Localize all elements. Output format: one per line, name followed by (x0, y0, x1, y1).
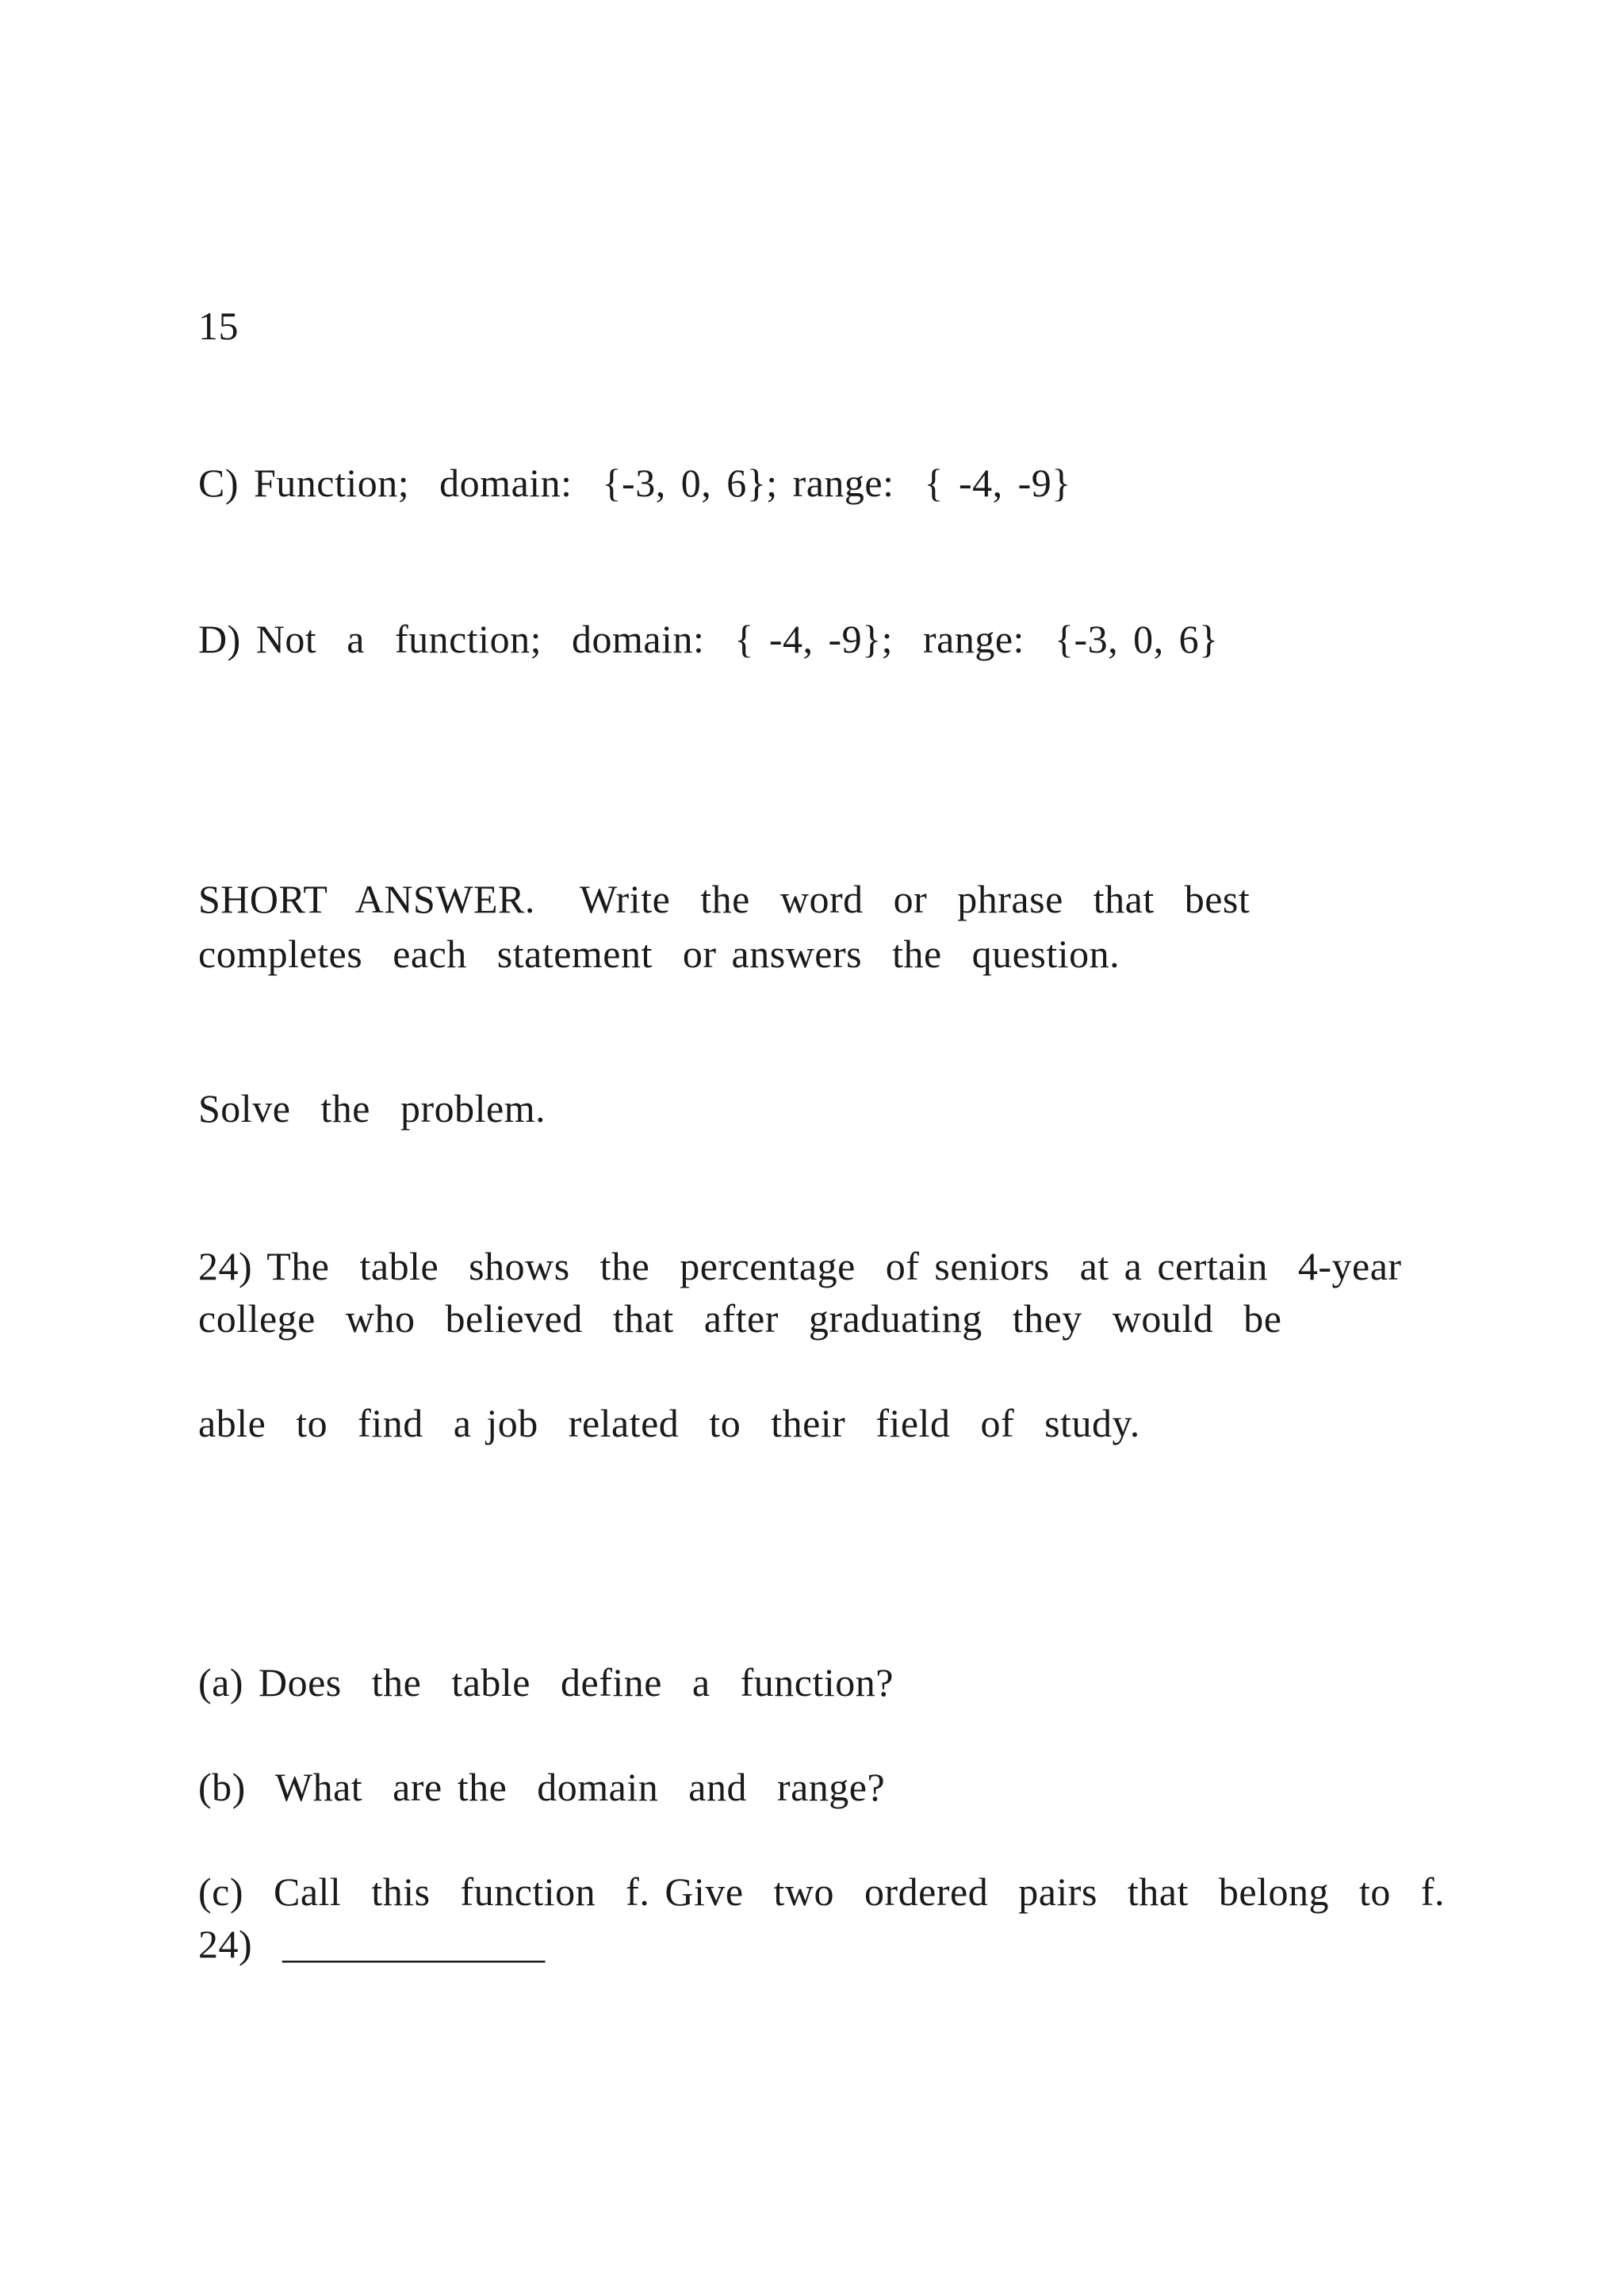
section-heading: Solve the problem. (198, 1086, 546, 1131)
question-24-text-line-2: college who believed that after graduating they would be (198, 1296, 1282, 1341)
page-number: 15 (198, 304, 239, 348)
short-answer-instruction-line-2: completes each statement or answers the question. (198, 932, 1120, 976)
question-24-text-line-1: 24) The table shows the percentage of seniors at a certain 4-year (198, 1244, 1402, 1288)
question-24-part-a: (a) Does the table define a function? (198, 1660, 894, 1705)
question-24-part-c: (c) Call this function f. Give two ordered pairs that belong to f. (198, 1869, 1446, 1914)
answer-choice-d: D) Not a function; domain: { -4, -9}; range: {-3, 0, 6} (198, 617, 1219, 661)
question-24-text-line-3: able to find a job related to their field of study. (198, 1401, 1140, 1445)
short-answer-instruction-line-1: SHORT ANSWER. Write the word or phrase that best (198, 877, 1251, 921)
answer-blank[interactable]: _____________ (282, 1922, 546, 1966)
answer-row (198, 1918, 546, 1970)
answer-choice-c: C) Function; domain: {-3, 0, 6}; range: { -4, -9} (198, 461, 1071, 505)
question-24-part-b: (b) What are the domain and range? (198, 1765, 886, 1809)
answer-label: 24) (198, 1922, 253, 1966)
